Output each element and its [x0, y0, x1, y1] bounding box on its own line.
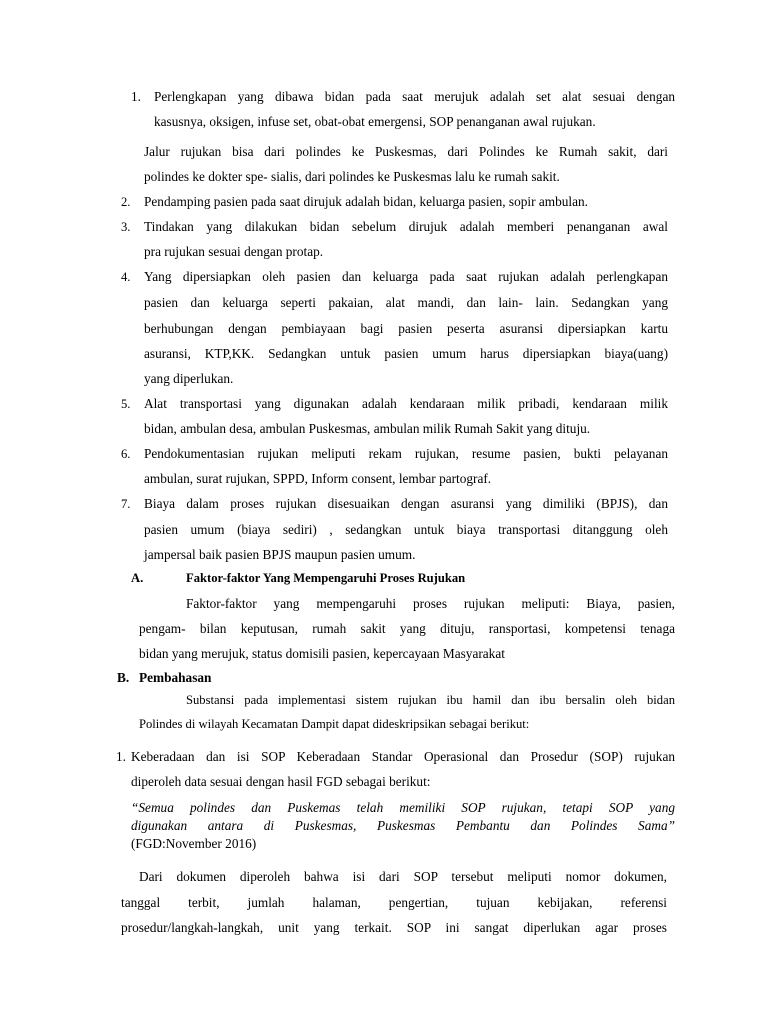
item-6-line-1: Pendokumentasian rujukan meliputi rekam rujukan, resume pasien, bukti pelayanan — [144, 446, 668, 461]
item-3-line-2: pra rujukan sesuai dengan protap. — [144, 244, 324, 259]
item-4-line-1: Yang dipersiapkan oleh pasien dan keluarga pada saat rujukan adalah perlengkapan — [144, 269, 668, 284]
item-7-line-3: jampersal baik pasien BPJS maupun pasien umum. — [144, 547, 416, 562]
closing-line-3: prosedur/langkah-langkah, unit yang terkait. SOP ini sangat diperlukan agar proses — [121, 920, 667, 935]
section-b-title: Pembahasan — [139, 670, 212, 685]
list-marker-6: 6. — [121, 447, 131, 461]
list-marker-4: 4. — [121, 270, 131, 284]
item-4-line-2: pasien dan keluarga seperti pakaian, alat mandi, dan lain- lain. Sedangkan yang — [144, 295, 668, 310]
section-b-marker: B. — [117, 670, 130, 685]
closing-line-1: Dari dokumen diperoleh bahwa isi dari SOP tersebut meliputi nomor dokumen, — [139, 869, 667, 884]
section-b-line-1: Substansi pada implementasi sistem rujukan ibu hamil dan ibu bersalin oleh bidan — [186, 693, 675, 707]
quote-source: (FGD:November 2016) — [131, 836, 257, 851]
section-a-line-1: Faktor-faktor yang mempengaruhi proses rujukan meliputi: Biaya, pasien, — [186, 596, 675, 611]
quote-line-2: digunakan antara di Puskesmas, Puskesmas Pembantu dan Polindes Sama” — [131, 818, 675, 833]
b1-line-1: Keberadaan dan isi SOP Keberadaan Standar Operasional dan Prosedur (SOP) rujukan — [131, 749, 675, 764]
b1-marker: 1. — [116, 749, 126, 764]
quote-line-1: “Semua polindes dan Puskemas telah memiliki SOP rujukan, tetapi SOP yang — [131, 800, 675, 815]
section-a-title: Faktor-faktor Yang Mempengaruhi Proses Rujukan — [186, 571, 466, 585]
item-3-line-1: Tindakan yang dilakukan bidan sebelum dirujuk adalah memberi penanganan awal — [144, 219, 668, 234]
closing-line-2: tanggal terbit, jumlah halaman, pengertian, tujuan kebijakan, referensi — [121, 895, 667, 910]
item-4-line-5: yang diperlukan. — [144, 371, 234, 386]
list-marker-1: 1. — [131, 89, 141, 104]
item-1-line-1: Perlengkapan yang dibawa bidan pada saat merujuk adalah set alat sesuai dengan — [154, 89, 675, 104]
item-2-line-1: Pendamping pasien pada saat dirujuk adalah bidan, keluarga pasien, sopir ambulan. — [144, 194, 588, 209]
item-5-line-1: Alat transportasi yang digunakan adalah kendaraan milik pribadi, kendaraan milik — [144, 396, 668, 411]
list-marker-2: 2. — [121, 195, 131, 209]
item-4-line-3: berhubungan dengan pembiayaan bagi pasien peserta asuransi dipersiapkan kartu — [144, 321, 668, 336]
item-5-line-2: bidan, ambulan desa, ambulan Puskesmas, ambulan milik Rumah Sakit yang dituju. — [144, 421, 591, 436]
item-7-line-2: pasien umum (biaya sediri) , sedangkan untuk biaya transportasi ditanggung oleh — [144, 522, 668, 537]
jalur-line-2: polindes ke dokter spe- sialis, dari polindes ke Puskesmas lalu ke rumah sakit. — [144, 169, 560, 184]
jalur-line-1: Jalur rujukan bisa dari polindes ke Puskesmas, dari Polindes ke Rumah sakit, dari — [144, 144, 668, 159]
list-marker-5: 5. — [121, 397, 131, 411]
b1-line-2: diperoleh data sesuai dengan hasil FGD sebagai berikut: — [131, 774, 431, 789]
item-6-line-2: ambulan, surat rujukan, SPPD, Inform consent, lembar partograf. — [144, 471, 492, 486]
section-a-marker: A. — [131, 571, 144, 585]
list-marker-3: 3. — [121, 220, 131, 234]
item-1-line-2: kasusnya, oksigen, infuse set, obat-obat emergensi, SOP penanganan awal rujukan. — [154, 114, 596, 129]
section-b-line-2: Polindes di wilayah Kecamatan Dampit dapat dideskripsikan sebagai berikut: — [139, 717, 530, 731]
list-marker-7: 7. — [121, 497, 131, 511]
section-a-line-3: bidan yang merujuk, status domisili pasien, kepercayaan Masyarakat — [139, 646, 505, 661]
item-4-line-4: asuransi, KTP,KK. Sedangkan untuk pasien umum harus dipersiapkan biaya(uang) — [144, 346, 668, 361]
item-7-line-1: Biaya dalam proses rujukan disesuaikan dengan asuransi yang dimiliki (BPJS), dan — [144, 496, 668, 511]
section-a-line-2: pengam- bilan keputusan, rumah sakit yang dituju, ransportasi, kompetensi tenaga — [139, 621, 675, 636]
